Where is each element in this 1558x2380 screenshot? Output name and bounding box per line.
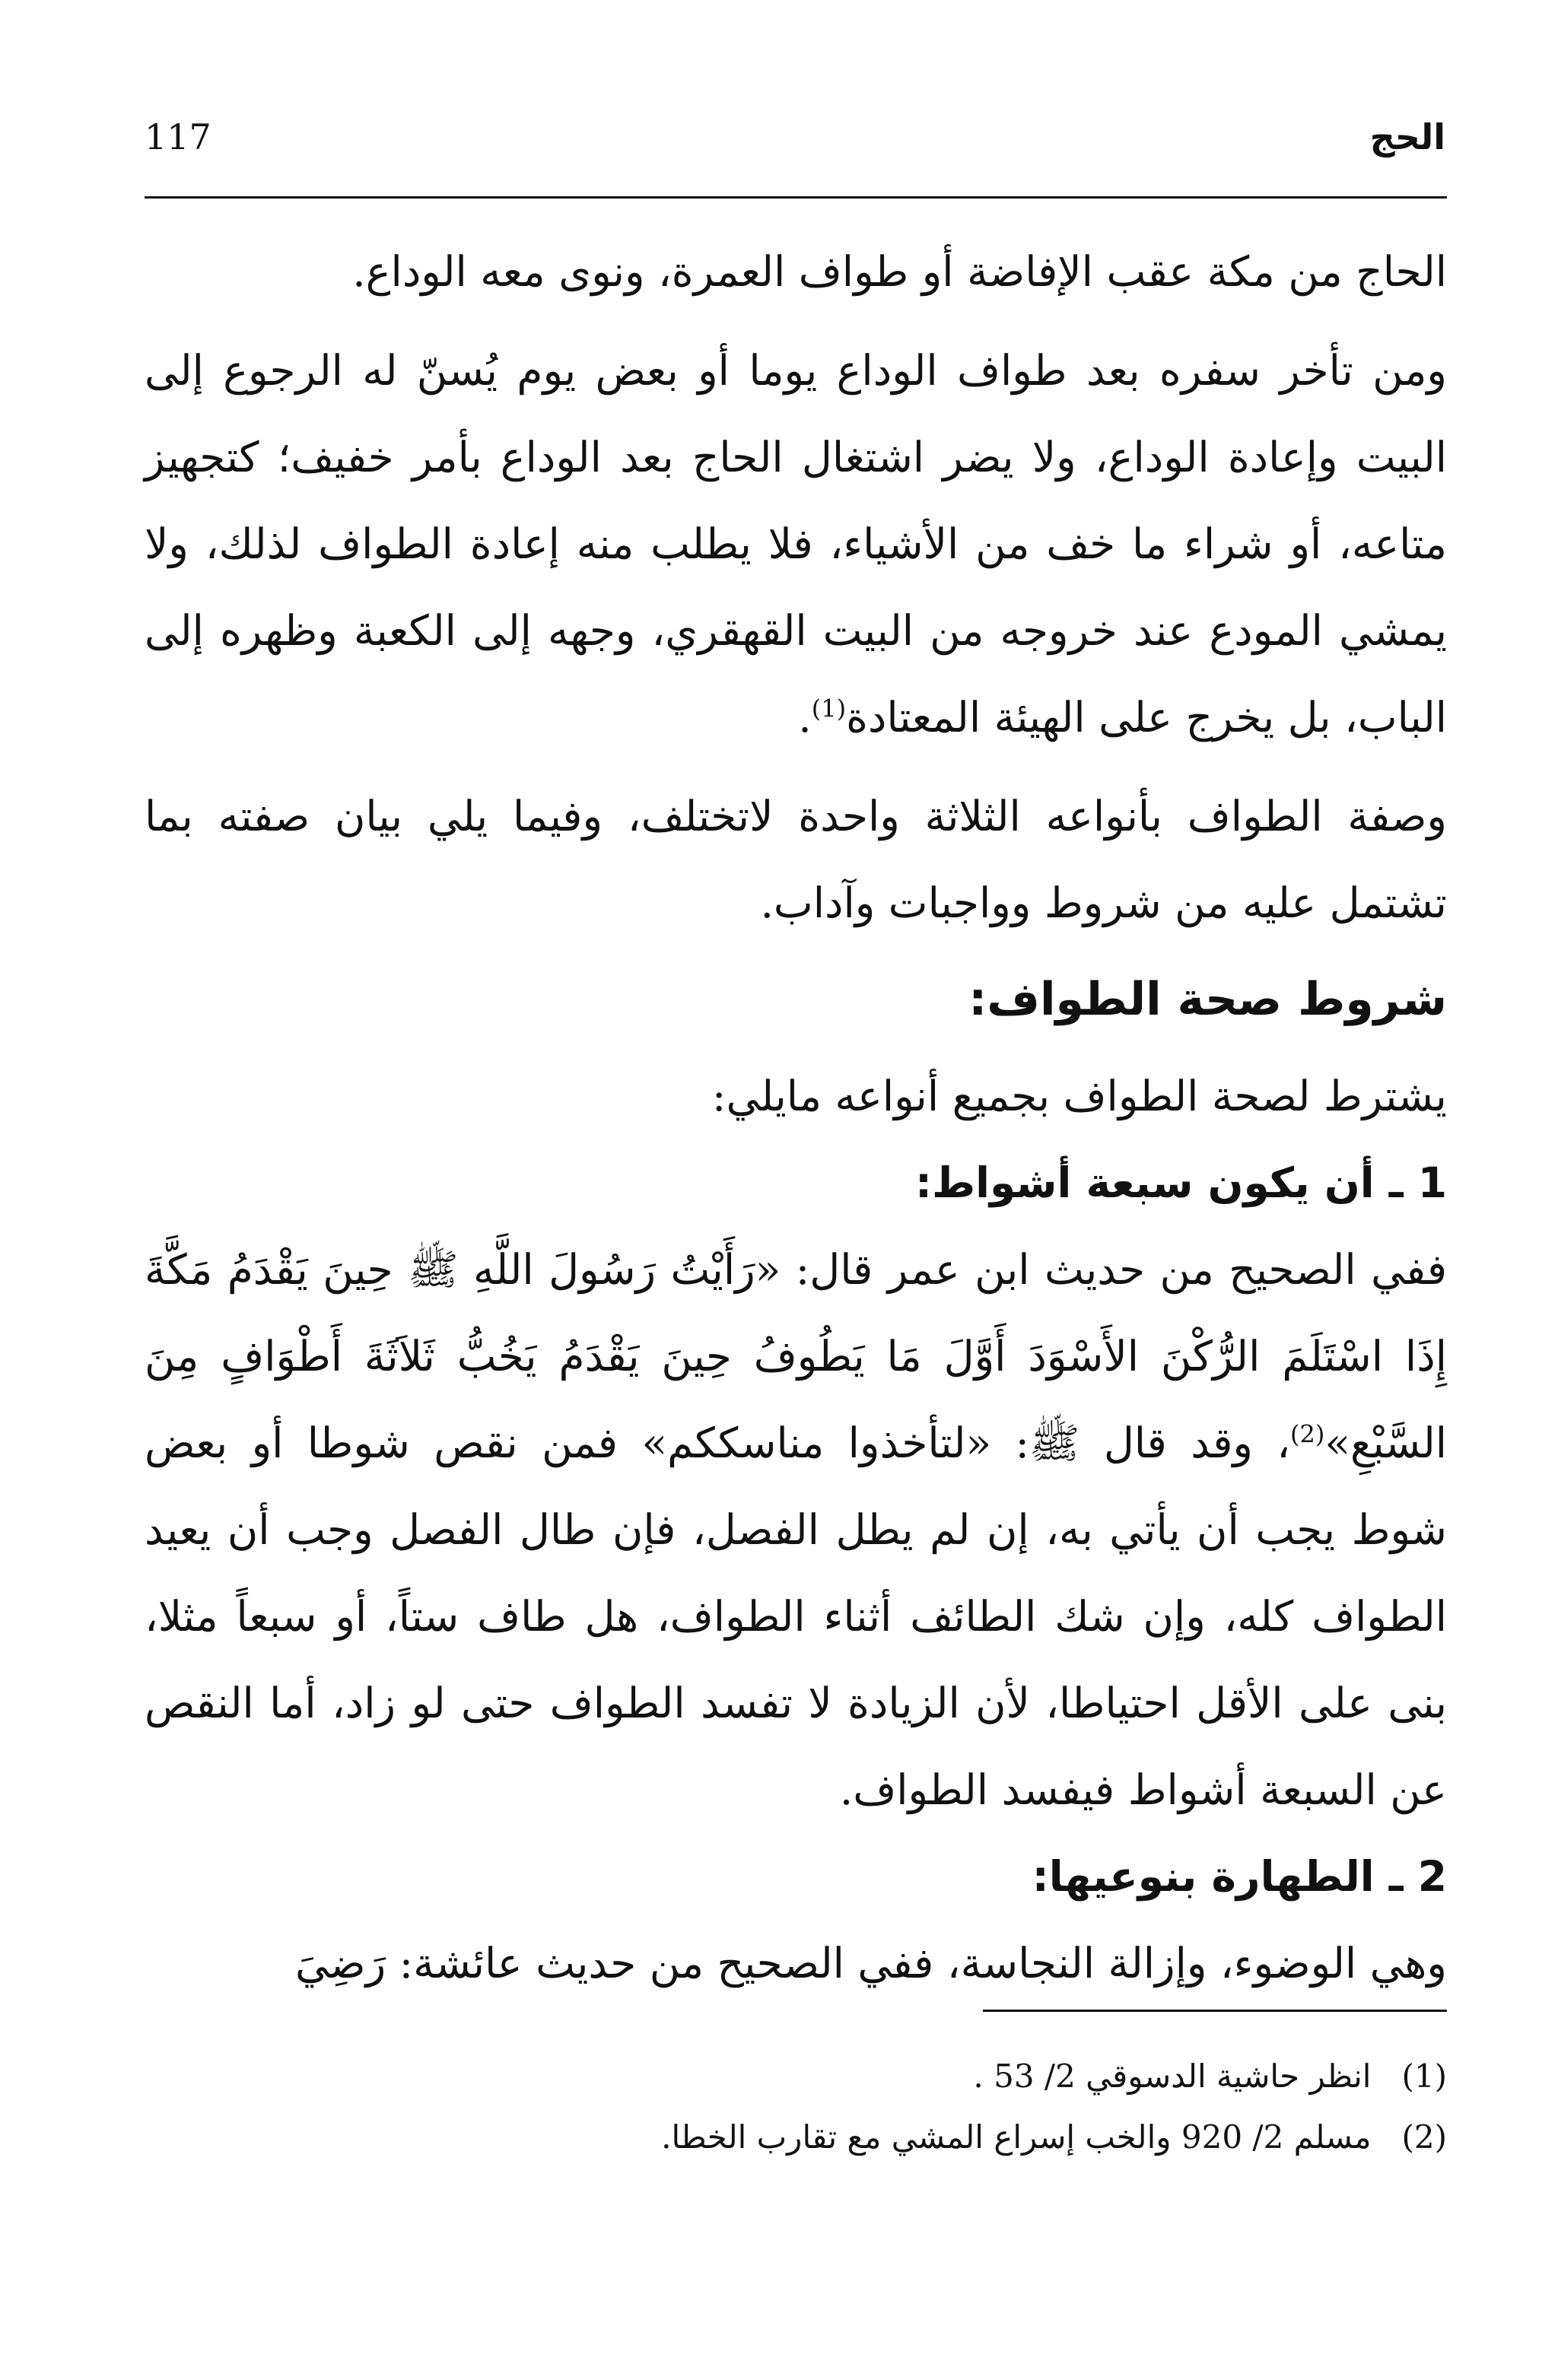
page-header: [145, 106, 1445, 167]
footnote-ref-1: (1): [811, 694, 847, 723]
footnote-1: [145, 2046, 1447, 2107]
footnote-rule: [983, 2010, 1447, 2012]
section-heading: شروط صحة الطواف:: [968, 973, 1447, 1026]
condition-2-text: وهي الوضوء، وإزالة النجاسة، ففي الصحيح من حديث عائشة: رَضِيَ: [295, 1939, 1447, 1988]
condition-1-hadith: ففي الصحيح من حديث ابن عمر قال: «رَأَيْتُ رَسُولَ اللَّهِ ﷺ حِينَ يَقْدَمُ مَكَّةَ إِذَا اسْتَلَمَ الرُّكْنَ الأَسْوَدَ أَوَّلَ مَا يَطُوفُ حِينَ يَقْدَمُ يَخُبُّ ثَلاَثَةَ أَطْوَافٍ مِنَ السَّبْعِ»: [145, 1245, 1447, 1467]
paragraph-2-end: .: [798, 693, 812, 742]
footnote-ref-2: (2): [1290, 1419, 1325, 1449]
footnote-number: (1): [1401, 2057, 1447, 2095]
footnote-number: (2): [1401, 2118, 1447, 2156]
header-rule: [145, 196, 1447, 199]
paragraph-3: وصفة الطواف بأنواعه الثلاثة واحدة لاتختلف، وفيما يلي بيان صفته بما تشتمل عليه من شروط وواجبات وآداب.: [145, 792, 1447, 927]
condition-1-heading: 1 ـ أن يكون سبعة أشواط:: [914, 1158, 1447, 1207]
condition-1-text: [145, 1226, 1447, 1833]
condition-1-explanation: ، وقد قال ﷺ: «لتأخذوا مناسككم» فمن نقص شوطا أو بعض شوط يجب أن يأتي به، إن لم يطل الفصل، فإن طال الفصل وجب أن يعيد الطواف كله، وإن شك الطائف أثناء الطواف، هل طاف ستاً، أو سبعاً مثلا، بنى على الأقل احتياطا، لأن الزيادة لا تفسد الطواف حتى لو زاد، أما النقص عن السبعة أشواط فيفسد الطواف.: [145, 1419, 1447, 1814]
running-title: الحج: [1369, 116, 1445, 157]
page-number: 117: [145, 116, 211, 157]
paragraph-2-text: ومن تأخر سفره بعد طواف الوداع يوما أو بعض يوم يُسنّ له الرجوع إلى البيت وإعادة الوداع، ولا يضر اشتغال الحاج بعد الوداع بأمر خفيف؛ كتجهيز متاعه، أو شراء ما خف من الأشياء، فلا يطلب منه إعادة الطواف لذلك، ولا يمشي المودع عند خروجه من البيت القهقري، وجهه إلى الكعبة وظهره إلى الباب، بل يخرج على الهيئة المعتادة: [145, 346, 1447, 742]
main-text: [145, 228, 1447, 2007]
intro-line: يشترط لصحة الطواف بجميع أنواعه مايلي:: [711, 1072, 1447, 1120]
footnote-2: [145, 2107, 1447, 2168]
paragraph-1: الحاج من مكة عقب الإفاضة أو طواف العمرة، ونوى معه الوداع.: [352, 247, 1447, 296]
footnote-text: مسلم 2/ 920 والخب إسراع المشي مع تقارب الخطا.: [661, 2118, 1372, 2156]
footnotes: [145, 2046, 1447, 2168]
condition-2-heading: 2 ـ الطهارة بنوعيها:: [1032, 1852, 1447, 1901]
paragraph-2: [145, 327, 1447, 761]
footnote-text: انظر حاشية الدسوقي 2/ 53 .: [973, 2057, 1372, 2095]
